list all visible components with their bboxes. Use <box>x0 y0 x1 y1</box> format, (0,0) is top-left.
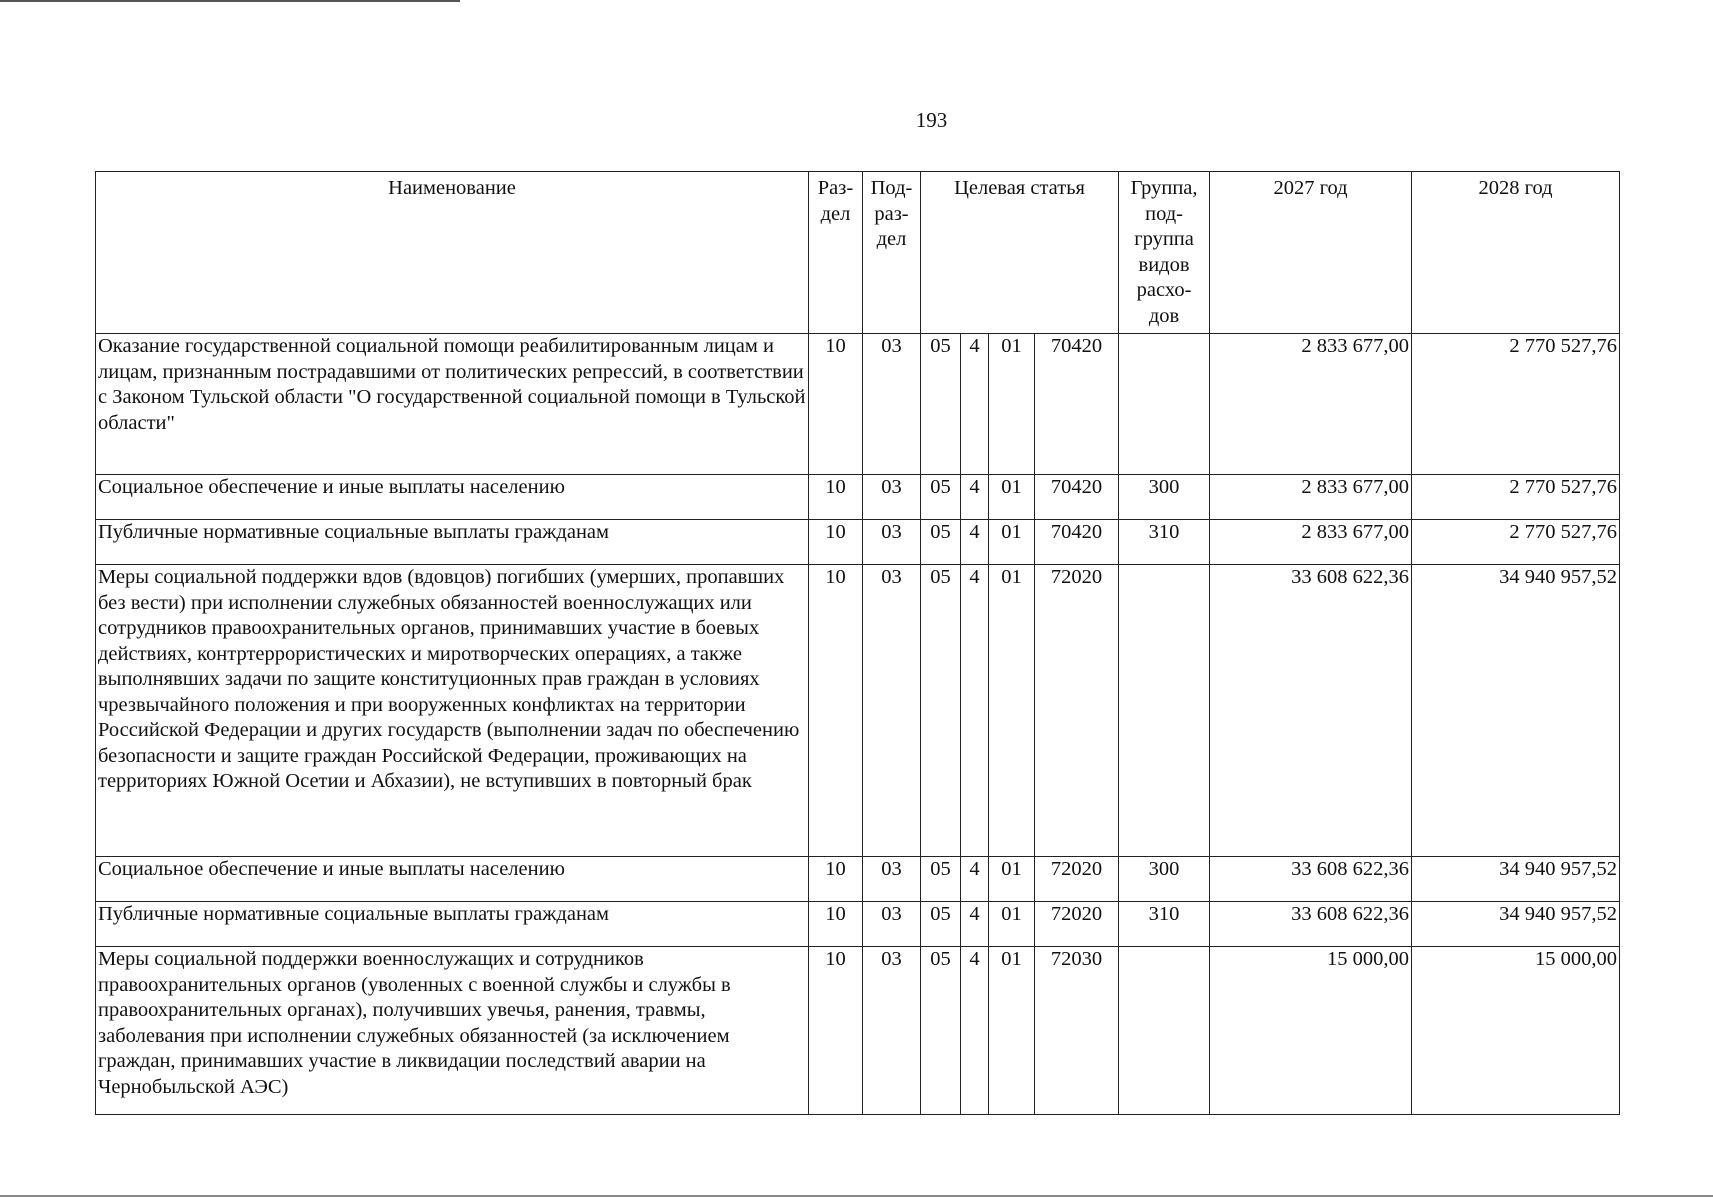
table-row <box>96 334 1620 475</box>
row-podrazdel: 03 <box>863 902 921 947</box>
row-amount-2027: 33 608 622,36 <box>1210 565 1412 857</box>
row-amount-2028: 2 770 527,76 <box>1412 520 1620 565</box>
row-target-program: 05 <box>921 520 961 565</box>
row-amount-2027: 2 833 677,00 <box>1210 520 1412 565</box>
row-target-type: 4 <box>961 947 989 1115</box>
scan-edge-bottom <box>0 1195 1713 1197</box>
row-podrazdel: 03 <box>863 947 921 1115</box>
row-expense-group <box>1119 565 1210 857</box>
row-expense-group: 310 <box>1119 520 1210 565</box>
row-name: Публичные нормативные социальные выплаты гражданам <box>96 520 809 565</box>
row-expense-group: 300 <box>1119 857 1210 902</box>
row-podrazdel: 03 <box>863 857 921 902</box>
row-name: Социальное обеспечение и иные выплаты населению <box>96 475 809 520</box>
table-row <box>96 475 1620 520</box>
row-razdel: 10 <box>809 902 863 947</box>
row-target-direction: 72020 <box>1035 857 1119 902</box>
row-name: Меры социальной поддержки вдов (вдовцов) погибших (умерших, пропавших без вести) при исполнении служебных обязанностей военнослужащих или сотрудников правоохранительных органов, принимавших участие в боевых действиях, контртеррористических и миротворческих операциях, а также выполнявших задачи по защите конституционных прав граждан в условиях чрезвычайного положения и при вооруженных конфликтах на территории Российской Федерации и других государств (выполнении задач по обеспечению безопасности и защите граждан Российской Федерации, проживающих на территориях Южной Осетии и Абхазии), не вступивших в повторный брак <box>96 565 809 857</box>
row-name: Публичные нормативные социальные выплаты гражданам <box>96 902 809 947</box>
row-target-type: 4 <box>961 334 989 475</box>
table-row <box>96 947 1620 1115</box>
table-header-row <box>96 172 1620 334</box>
row-target-program: 05 <box>921 857 961 902</box>
row-target-direction: 70420 <box>1035 334 1119 475</box>
row-expense-group: 310 <box>1119 902 1210 947</box>
row-target-direction: 72020 <box>1035 565 1119 857</box>
row-expense-group: 300 <box>1119 475 1210 520</box>
row-target-program: 05 <box>921 334 961 475</box>
row-razdel: 10 <box>809 475 863 520</box>
row-razdel: 10 <box>809 520 863 565</box>
row-name: Меры социальной поддержки военнослужащих и сотрудников правоохранительных органов (уволенных с военной службы и службы в правоохранительных органах), получивших увечья, ранения, травмы, заболевания при исполнении служебных обязанностей (за исключением граждан, принимавших участие в ликвидации последствий аварии на Чернобыльской АЭС) <box>96 947 809 1115</box>
row-podrazdel: 03 <box>863 520 921 565</box>
row-target-complex: 01 <box>989 334 1035 475</box>
row-razdel: 10 <box>809 334 863 475</box>
row-amount-2028: 34 940 957,52 <box>1412 857 1620 902</box>
budget-table <box>95 171 1620 1115</box>
header-podrazdel: Под- раз- дел <box>863 172 921 334</box>
row-amount-2028: 2 770 527,76 <box>1412 475 1620 520</box>
row-target-type: 4 <box>961 475 989 520</box>
table-row <box>96 520 1620 565</box>
row-target-direction: 72020 <box>1035 902 1119 947</box>
table-row <box>96 565 1620 857</box>
row-expense-group <box>1119 334 1210 475</box>
row-target-direction: 70420 <box>1035 475 1119 520</box>
row-target-type: 4 <box>961 565 989 857</box>
row-amount-2028: 2 770 527,76 <box>1412 334 1620 475</box>
row-amount-2028: 34 940 957,52 <box>1412 902 1620 947</box>
row-razdel: 10 <box>809 947 863 1115</box>
page-number: 193 <box>915 108 948 132</box>
row-target-program: 05 <box>921 902 961 947</box>
row-target-complex: 01 <box>989 857 1035 902</box>
row-amount-2027: 2 833 677,00 <box>1210 475 1412 520</box>
row-target-program: 05 <box>921 947 961 1115</box>
row-target-complex: 01 <box>989 902 1035 947</box>
scan-edge-top <box>0 0 460 2</box>
row-target-complex: 01 <box>989 947 1035 1115</box>
row-target-complex: 01 <box>989 565 1035 857</box>
row-amount-2027: 15 000,00 <box>1210 947 1412 1115</box>
table-row <box>96 857 1620 902</box>
row-amount-2027: 2 833 677,00 <box>1210 334 1412 475</box>
header-target-article: Целевая статья <box>921 172 1119 334</box>
row-target-type: 4 <box>961 520 989 565</box>
row-podrazdel: 03 <box>863 565 921 857</box>
row-amount-2028: 34 940 957,52 <box>1412 565 1620 857</box>
row-target-direction: 70420 <box>1035 520 1119 565</box>
row-amount-2028: 15 000,00 <box>1412 947 1620 1115</box>
row-amount-2027: 33 608 622,36 <box>1210 857 1412 902</box>
header-name: Наименование <box>96 172 809 334</box>
row-target-program: 05 <box>921 475 961 520</box>
header-year-2028: 2028 год <box>1412 172 1620 334</box>
row-razdel: 10 <box>809 857 863 902</box>
row-podrazdel: 03 <box>863 475 921 520</box>
row-target-type: 4 <box>961 857 989 902</box>
row-name: Социальное обеспечение и иные выплаты населению <box>96 857 809 902</box>
row-amount-2027: 33 608 622,36 <box>1210 902 1412 947</box>
row-target-direction: 72030 <box>1035 947 1119 1115</box>
row-podrazdel: 03 <box>863 334 921 475</box>
table-row <box>96 902 1620 947</box>
row-target-complex: 01 <box>989 520 1035 565</box>
header-razdel: Раз- дел <box>809 172 863 334</box>
row-razdel: 10 <box>809 565 863 857</box>
row-target-complex: 01 <box>989 475 1035 520</box>
row-target-type: 4 <box>961 902 989 947</box>
header-year-2027: 2027 год <box>1210 172 1412 334</box>
row-expense-group <box>1119 947 1210 1115</box>
row-target-program: 05 <box>921 565 961 857</box>
row-name: Оказание государственной социальной помощи реабилитированным лицам и лицам, признанным пострадавшими от политических репрессий, в соответствии с Законом Тульской области "О государственной социальной помощи в Тульской области" <box>96 334 809 475</box>
header-expense-group: Группа, под- группа видов расхо- дов <box>1119 172 1210 334</box>
